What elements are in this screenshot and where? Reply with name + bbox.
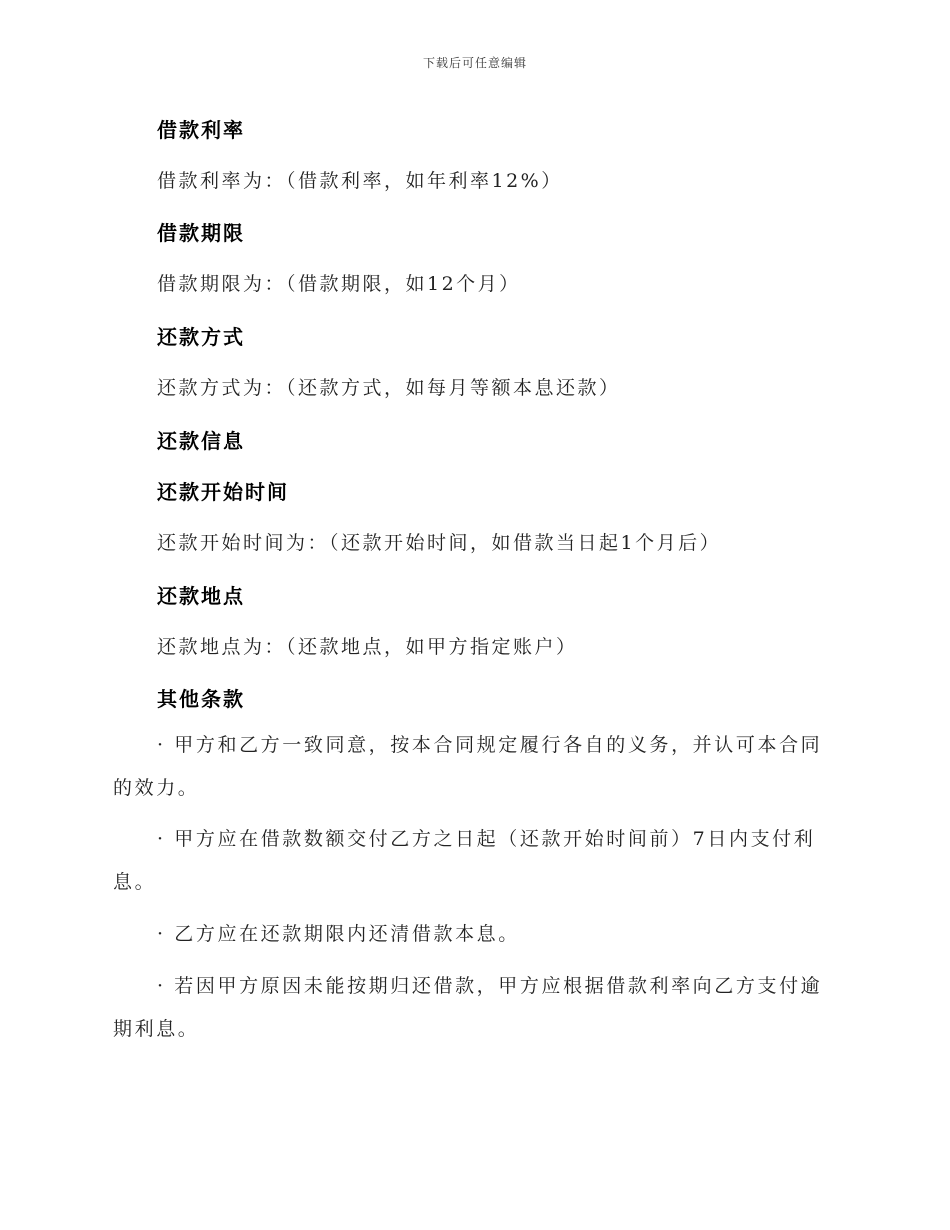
clause-item: · 甲方和乙方一致同意，按本合同规定履行各自的义务，并认可本合同的效力。 <box>113 734 823 799</box>
heading-interest-rate: 借款利率 <box>157 118 245 142</box>
heading-term: 借款期限 <box>157 221 245 245</box>
repayment-place-line: 还款地点为：（还款地点，如甲方指定账户） <box>157 636 578 658</box>
repayment-start-line: 还款开始时间为：（还款开始时间，如借款当日起1个月后） <box>157 532 722 554</box>
clause-item: · 甲方应在借款数额交付乙方之日起（还款开始时间前）7日内支付利息。 <box>113 828 816 893</box>
heading-repayment-info: 还款信息 <box>157 429 245 453</box>
clause-item: · 乙方应在还款期限内还清借款本息。 <box>157 923 520 945</box>
heading-other-terms: 其他条款 <box>157 687 245 711</box>
interest-rate-line: 借款利率为：（借款利率，如年利率12%） <box>157 170 563 192</box>
clause-item: · 若因甲方原因未能按期归还借款，甲方应根据借款利率向乙方支付逾期利息。 <box>113 975 823 1040</box>
heading-repayment-place: 还款地点 <box>157 584 245 608</box>
heading-repayment-method: 还款方式 <box>157 325 245 349</box>
heading-repayment-start: 还款开始时间 <box>157 480 289 504</box>
term-line: 借款期限为：（借款期限，如12个月） <box>157 273 521 295</box>
repayment-method-line: 还款方式为：（还款方式，如每月等额本息还款） <box>157 377 621 399</box>
page-header-note: 下载后可任意编辑 <box>422 56 527 70</box>
